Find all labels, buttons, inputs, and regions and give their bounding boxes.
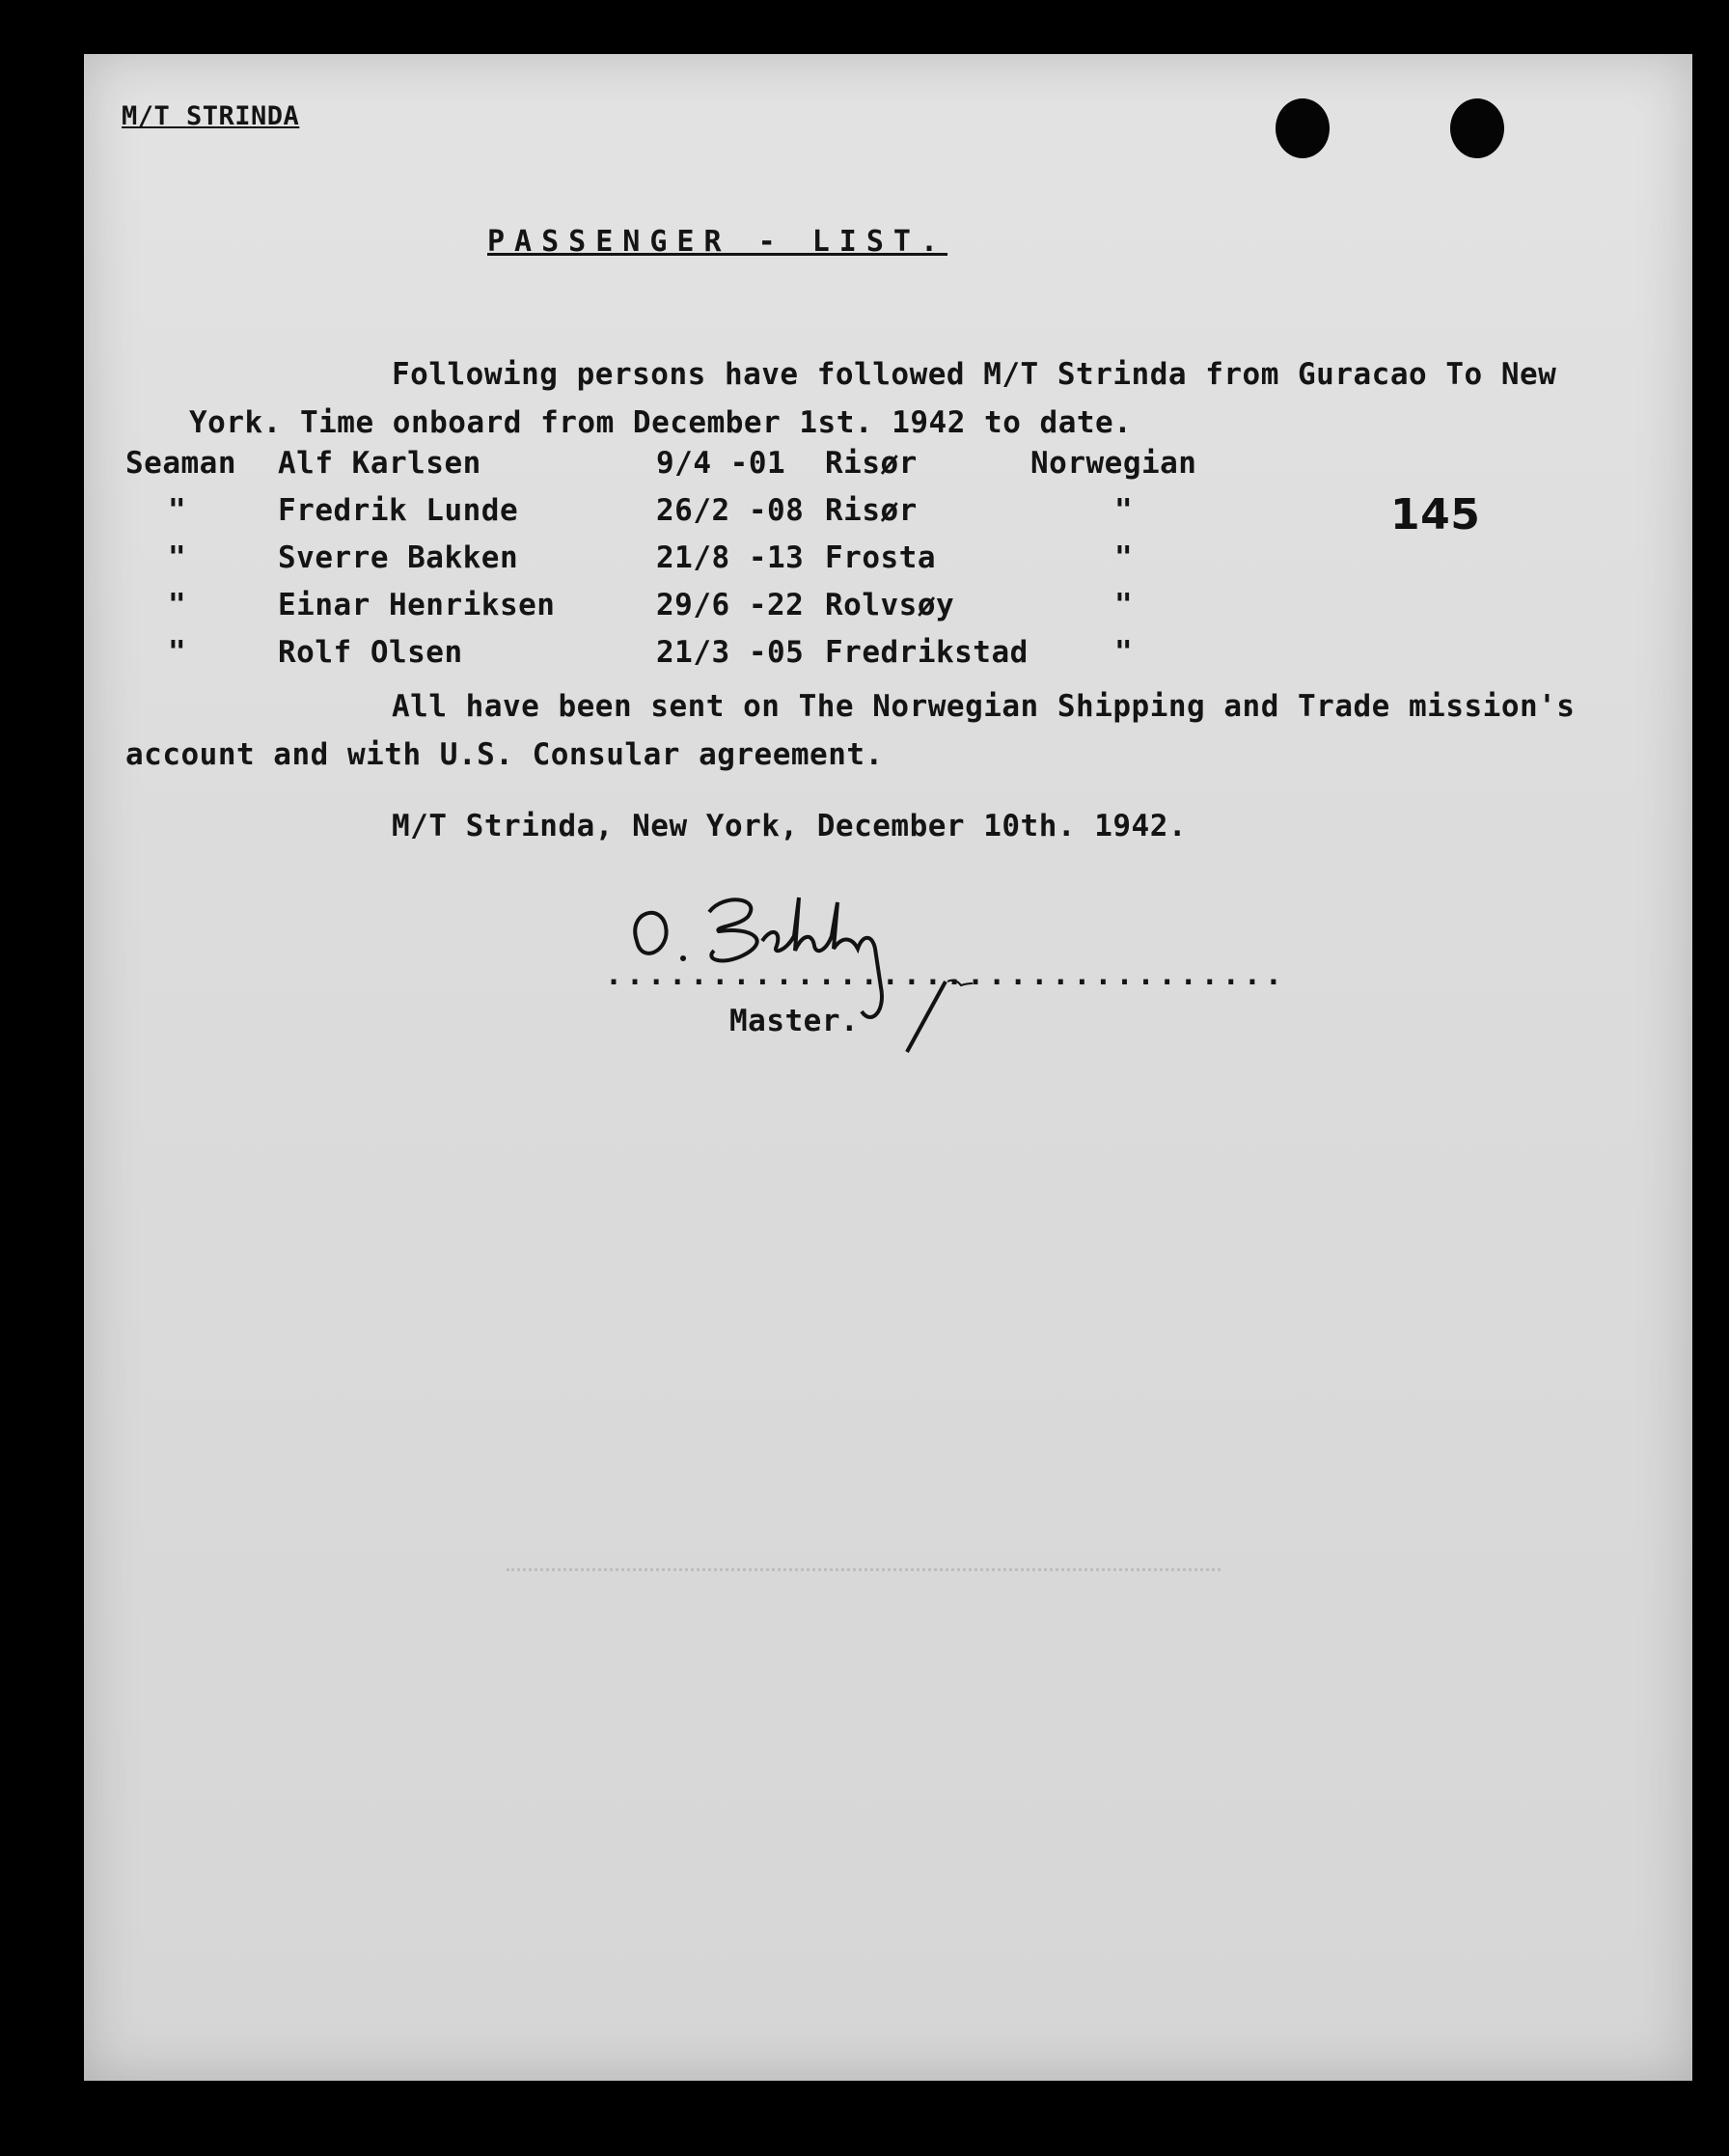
- place-date-line: M/T Strinda, New York, December 10th. 1942.: [392, 809, 1188, 843]
- passenger-row: [125, 493, 1573, 541]
- passenger-rank: ": [168, 493, 187, 528]
- ship-header: M/T STRINDA: [122, 101, 300, 131]
- passenger-row: [125, 446, 1573, 494]
- passenger-name: Fredrik Lunde: [278, 493, 519, 528]
- passenger-nationality: ": [1114, 493, 1134, 528]
- punch-hole-left: [1276, 98, 1330, 158]
- passenger-name: Rolf Olsen: [278, 635, 463, 670]
- passenger-birthdate: 9/4 -01: [656, 446, 786, 481]
- punch-hole-right: [1450, 98, 1504, 158]
- intro-paragraph: Following persons have followed M/T Strinda from Guracao To New York. Time onboard from December 1st. 1942 to date.: [189, 357, 1557, 440]
- passenger-birthdate: 21/3 -05: [656, 635, 805, 670]
- passenger-nationality: Norwegian: [1030, 446, 1197, 481]
- passenger-row: [125, 540, 1573, 589]
- passenger-birthdate: 29/6 -22: [656, 588, 805, 622]
- passenger-rank: Seaman: [125, 446, 236, 481]
- passenger-birthdate: 26/2 -08: [656, 493, 805, 528]
- passenger-birthdate: 21/8 -13: [656, 540, 805, 575]
- signature-line: ................................: [605, 958, 1286, 992]
- passenger-birthplace: Frosta: [825, 540, 936, 575]
- passenger-birthplace: Rolvsøy: [825, 588, 955, 622]
- passenger-birthplace: Risør: [825, 493, 918, 528]
- passenger-row: [125, 588, 1573, 636]
- passenger-nationality: ": [1114, 588, 1134, 622]
- passenger-row: [125, 635, 1573, 683]
- passenger-rank: ": [168, 588, 187, 622]
- passenger-name: Alf Karlsen: [278, 446, 481, 481]
- passenger-birthplace: Fredrikstad: [825, 635, 1029, 670]
- passenger-nationality: ": [1114, 540, 1134, 575]
- bleed-through-dotted-line: [507, 1568, 1221, 1571]
- passenger-birthplace: Risør: [825, 446, 918, 481]
- passenger-nationality: ": [1114, 635, 1134, 670]
- passenger-rank: ": [168, 635, 187, 670]
- document-title: PASSENGER - LIST.: [487, 225, 948, 259]
- signer-title: Master.: [729, 1004, 860, 1038]
- passenger-rank: ": [168, 540, 187, 575]
- page-number: 145: [1390, 490, 1481, 539]
- closing-paragraph: All have been sent on The Norwegian Shipping and Trade mission's account and with U.S. Consular agreement.: [125, 689, 1576, 772]
- passenger-name: Einar Henriksen: [278, 588, 556, 622]
- passenger-name: Sverre Bakken: [278, 540, 519, 575]
